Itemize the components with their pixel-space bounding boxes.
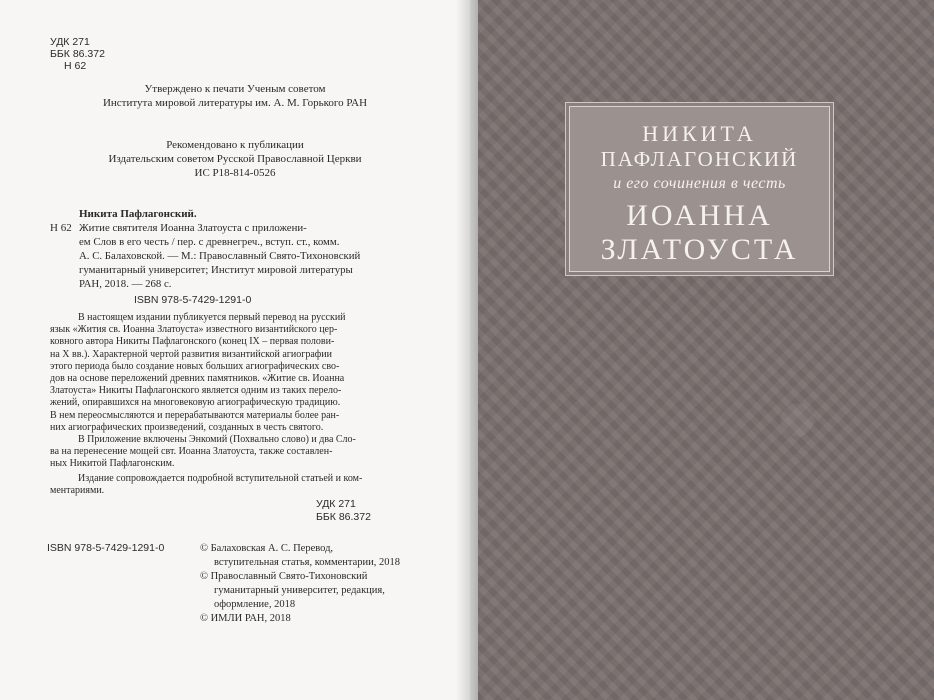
- code-top: Н 62: [64, 60, 87, 72]
- cover-subtitle: и его сочинения в честь: [613, 175, 786, 192]
- copyright-line-6: © ИМЛИ РАН, 2018: [200, 613, 291, 624]
- code-entry: Н 62: [50, 222, 72, 234]
- copyright-line-5: оформление, 2018: [214, 599, 296, 610]
- annotation-line: них агиографических произведений, созданных в честь святого.: [50, 421, 324, 433]
- bbk-bottom: ББК 86.372: [316, 511, 371, 523]
- entry-line-3: А. С. Балаховской. — М.: Православный Свято-Тихоновский: [79, 250, 361, 262]
- entry-line-5: РАН, 2018. — 268 с.: [79, 278, 172, 290]
- isbn-entry: ISBN 978-5-7429-1291-0: [134, 294, 252, 306]
- annotation-line: дов на основе переложений древних памятников. «Житие св. Иоанна: [50, 373, 345, 385]
- bbk-top: ББК 86.372: [50, 48, 105, 60]
- annotation-line: язык «Жития св. Иоанна Златоуста» известного византийского цер-: [50, 324, 338, 336]
- approved-line-1: Утверждено к печати Ученым советом: [144, 83, 326, 95]
- approved-line-2: Института мировой литературы им. А. М. Горького РАН: [102, 97, 368, 109]
- annotation-line: этого периода было создание новых больших агиографических сво-: [50, 360, 340, 372]
- entry-line-2: ем Слов в его честь / пер. с древнегреч., вступ. ст., комм.: [79, 236, 340, 248]
- cover-author-last: ПАФЛАГОНСКИЙ: [600, 147, 799, 171]
- copyright-line-4: гуманитарный университет, редакция,: [214, 585, 385, 596]
- annotation-line: жений, опиравшихся на многовековую агиографическую традицию.: [50, 397, 341, 409]
- annotation-line: ва на перенесение мощей свт. Иоанна Златоуста, также составлен-: [50, 446, 333, 458]
- book-cover: [478, 0, 934, 700]
- copyright-line-1: © Балаховская А. С. Перевод,: [200, 543, 334, 554]
- annotation-line: на X вв.). Характерной чертой развития византийской агиографии: [50, 348, 332, 360]
- recommended-line-2: Издательским советом Русской Православной Церкви: [108, 153, 362, 165]
- cover-title-box: [569, 106, 830, 272]
- annotation-line: ных Никитой Пафлагонским.: [50, 458, 175, 470]
- udk-bottom: УДК 271: [316, 498, 356, 510]
- author-heading: Никита Пафлагонский.: [79, 208, 197, 220]
- annotation-line: ковного автора Никиты Пафлагонского (конец IX – первая полови-: [50, 336, 335, 348]
- annotation-line: Издание сопровождается подробной вступительной статьей и ком-: [78, 472, 363, 484]
- recommended-line-3: ИС Р18-814-0526: [194, 167, 276, 179]
- udk-top: УДК 271: [50, 36, 90, 48]
- cover-author-first: НИКИТА: [642, 121, 757, 146]
- annotation-line: В нем переосмысляются и перерабатываются материалы более ран-: [50, 409, 340, 421]
- entry-line-1: Житие святителя Иоанна Златоуста с приложени-: [79, 222, 307, 234]
- isbn-bottom: ISBN 978-5-7429-1291-0: [47, 542, 165, 554]
- annotation: [50, 312, 426, 497]
- cover-title-2: ЗЛАТОУСТА: [600, 233, 799, 266]
- annotation-line: Златоуста» Никиты Пафлагонского является одним из таких перело-: [50, 385, 342, 397]
- recommended-line-1: Рекомендовано к публикации: [166, 139, 304, 151]
- entry-line-4: гуманитарный университет; Институт мировой литературы: [79, 264, 353, 276]
- copyright-line-3: © Православный Свято-Тихоновский: [200, 571, 368, 582]
- cover-title-1: ИОАННА: [626, 199, 773, 232]
- annotation-line: ментариями.: [50, 484, 105, 496]
- annotation-line: В настоящем издании публикуется первый перевод на русский: [78, 312, 346, 323]
- copyright-line-2: вступительная статья, комментарии, 2018: [214, 557, 401, 568]
- annotation-line: В Приложение включены Энкомий (Похвально слово) и два Сло-: [78, 434, 356, 446]
